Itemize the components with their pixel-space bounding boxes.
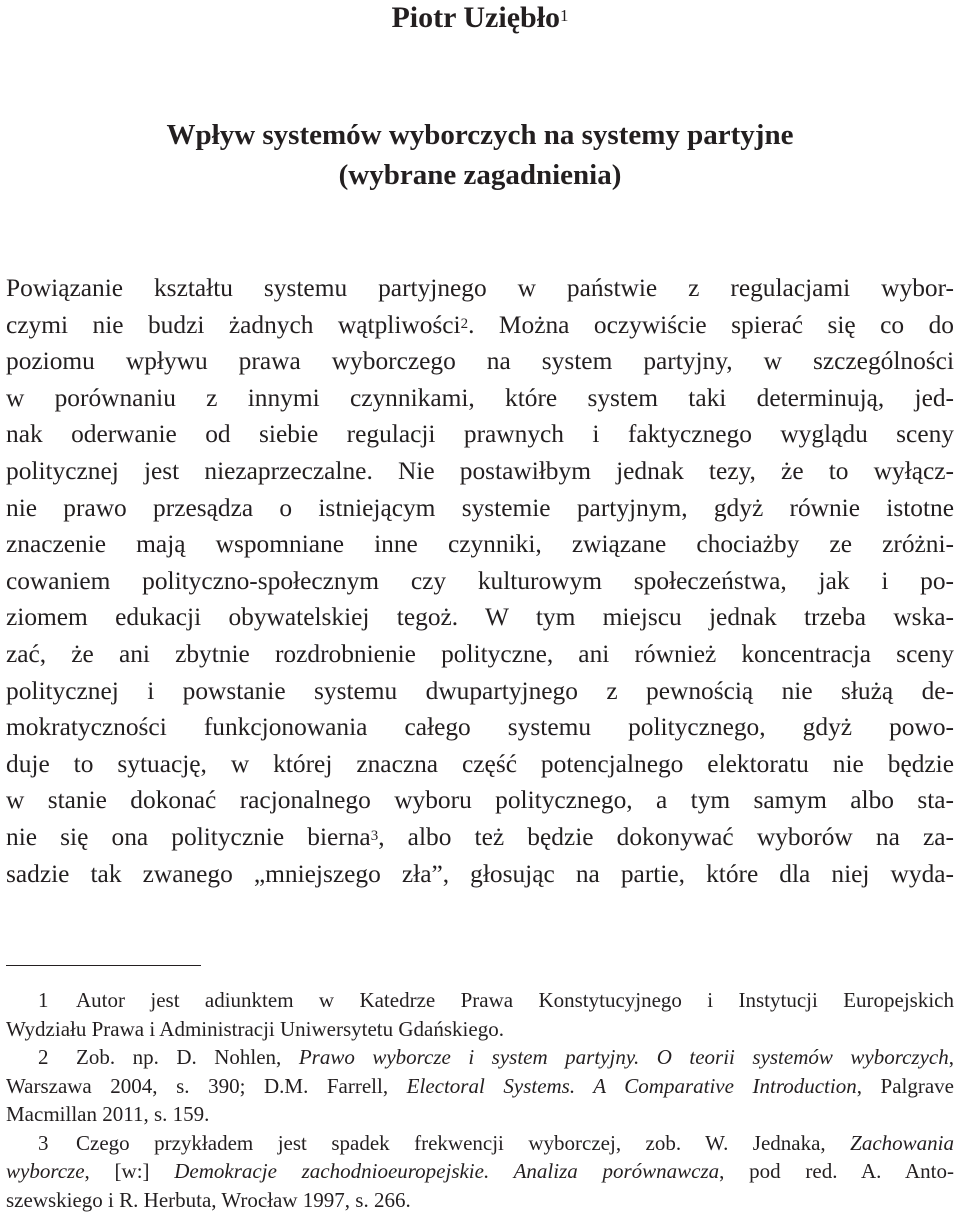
article-title <box>0 115 960 195</box>
body-line: cowaniem polityczno-społecznym czy kulturowym społeczeństwa, jak i po- <box>6 566 954 595</box>
footnote-separator <box>6 965 201 966</box>
body-text <box>6 270 954 892</box>
body-line: nak oderwanie od siebie regulacji prawnych i faktycznego wyglądu sceny <box>6 420 954 449</box>
footnote-text: Autor jest adiunktem w Katedrze Prawa Konstytucyjnego i Instytucji Europejskich <box>76 988 954 1012</box>
footnote-1-line <box>6 986 954 1015</box>
cited-title: Electoral Systems. A Comparative Introduction <box>406 1073 857 1098</box>
cited-title: Demokracje zachodnioeuropejskie. Analiza porównawcza <box>174 1159 720 1183</box>
footnote-text: , Palgrave <box>856 1073 954 1098</box>
footnote-text: Czego przykładem jest spadek frekwencji wyborczej, zob. W. Jednaka, <box>76 1130 851 1155</box>
footnote-1-line: Wydziału Prawa i Administracji Uniwersytetu Gdańskiego. <box>6 1016 504 1041</box>
footnote-2-line: Macmillan 2011, s. 159. <box>6 1102 210 1126</box>
author-name: Piotr Uziębło <box>391 1 561 34</box>
body-line-text: , albo też będzie dokonywać wyborów na za- <box>378 822 954 851</box>
footnote-text: , [w:] <box>84 1159 175 1183</box>
body-line: sadzie tak zwanego „mniejszego zła”, głosując na partie, które dla niej wyda- <box>6 859 954 888</box>
body-line: znaczenie mają wspomniane inne czynniki, związane chociażby ze zróżni- <box>6 530 954 559</box>
footnote-2-line <box>6 1072 954 1101</box>
footnote-text: , pod red. A. Anto- <box>719 1159 954 1183</box>
body-line-text: czymi nie budzi żadnych wątpliwości <box>6 310 461 339</box>
title-line-1: Wpływ systemów wyborczych na systemy partyjne <box>166 119 794 151</box>
footnote-ref-3[interactable]: 3 <box>370 827 379 844</box>
body-line: w stanie dokonać racjonalnego wyboru politycznego, a tym samym albo sta- <box>6 786 954 815</box>
body-line: ziomem edukacji obywatelskiej tegoż. W tym miejscu jednak trzeba wska- <box>6 603 954 632</box>
footnote-number: 1 <box>38 988 49 1012</box>
body-line: Powiązanie kształtu systemu partyjnego w państwie z regulacjami wybor- <box>6 274 954 302</box>
author-heading <box>0 0 960 36</box>
body-line-text: nie się ona politycznie bierna <box>6 822 371 851</box>
footnote-number: 2 <box>38 1045 49 1069</box>
body-line-text: . Można oczywiście spierać się co do <box>468 310 954 339</box>
body-line: politycznej jest niezaprzeczalne. Nie postawiłbym jednak tezy, że to wyłącz- <box>6 456 954 485</box>
body-line: nie prawo przesądza o istniejącym systemie partyjnym, gdyż równie istotne <box>6 493 954 522</box>
footnote-text: , <box>948 1045 954 1069</box>
body-line: w porównaniu z innymi czynnikami, które system taki determinują, jed- <box>6 383 954 412</box>
footnote-text: Zob. np. D. Nohlen, <box>76 1045 299 1069</box>
footnotes <box>6 986 954 1214</box>
footnote-3-line <box>6 1129 954 1158</box>
cited-title: Zachowania <box>850 1130 954 1155</box>
footnote-ref-1[interactable]: 1 <box>560 6 569 25</box>
footnote-number: 3 <box>38 1130 49 1155</box>
cited-title: Prawo wyborcze i system partyjny. O teorii systemów wyborczych <box>298 1045 949 1069</box>
cited-title: wyborcze <box>6 1159 85 1183</box>
body-line: mokratyczności funkcjonowania całego systemu politycznego, gdyż powo- <box>6 713 954 742</box>
footnote-3-line: szewskiego i R. Herbuta, Wrocław 1997, s. 266. <box>6 1187 411 1212</box>
footnote-2-line <box>6 1043 954 1072</box>
body-line: duje to sytuację, w której znaczna część potencjalnego elektoratu nie będzie <box>6 749 954 778</box>
body-line: politycznej i powstanie systemu dwupartyjnego z pewnością nie służą de- <box>6 676 954 705</box>
body-line <box>6 819 954 856</box>
footnote-ref-2[interactable]: 2 <box>460 315 469 332</box>
body-line: zać, że ani zbytnie rozdrobnienie polityczne, ani również koncentracja sceny <box>6 639 954 668</box>
body-line <box>6 307 954 344</box>
body-line: poziomu wpływu prawa wyborczego na system partyjny, w szczególności <box>6 347 954 376</box>
footnote-text: Warszawa 2004, s. 390; D.M. Farrell, <box>6 1073 407 1098</box>
title-line-2: (wybrane zagadnienia) <box>338 159 622 191</box>
footnote-3-line <box>6 1157 954 1186</box>
